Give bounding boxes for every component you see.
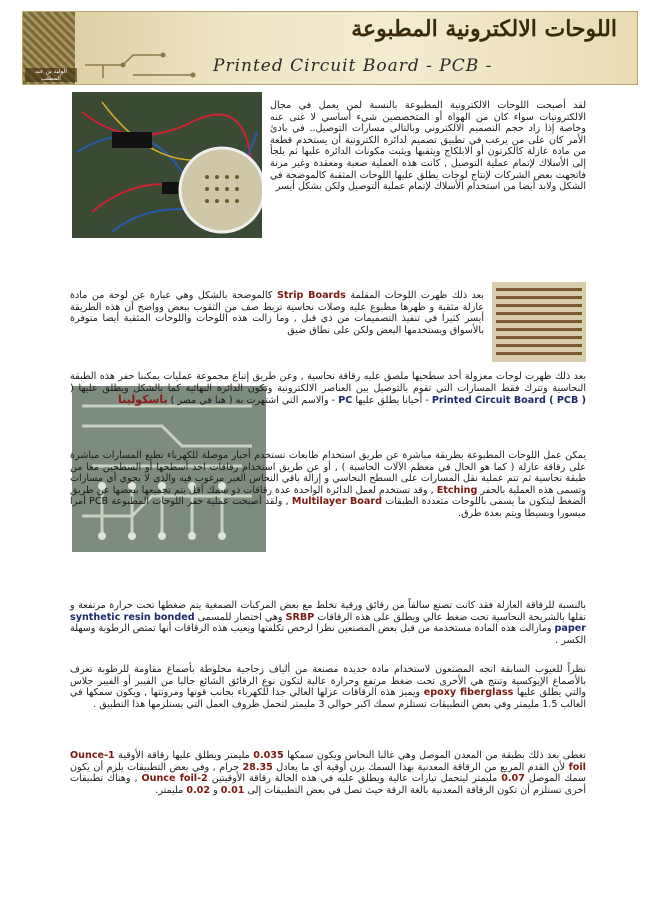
term-pcb: Printed Circuit Board ( PCB ) — [431, 395, 586, 407]
term-2-ounce: 2-Ounce foil — [141, 773, 208, 785]
value-grams: 28.35 — [242, 761, 273, 773]
term-multilayer: Multilayer Board — [291, 496, 382, 508]
value-thickness-4: 0.02 — [186, 784, 211, 796]
header-banner — [22, 11, 638, 85]
circuit-traces-decoration — [83, 50, 203, 80]
paragraph-7: تغطى بعد ذلك بطبقة من المعدن الموصل وهي غالبا النحاس ويكون سمكها 0.035 مليمتر ويطلق عليها رقاقة الأوقية 1-Ounce foil لأن القدم المربع من الرقاقة المعدنية بهذا السمك يزن أوقية أي ما يعادل 28.35 جرام , وفي بعض التطبيقات يلزم أن يكون سمك الموصل 0.07 مليمتر ليتحمل تيارات عالية ويطلق عليه في هذه الحالة رقاقة الأوقيتين 2-Ounce foil , وهناك تطبيقات أخرى تستلزم أن تكون الرقاقة المعدنية بالغة الرقة حيث تصل في بعض التطبيقات إلى 0.01 و 0.02 مليمتر. — [70, 750, 586, 796]
term-pc: PC — [338, 395, 353, 407]
page-title-arabic: اللوحات الالكترونية المطبوعة — [351, 16, 617, 42]
paragraph-5: بالنسبة للرقاقة العازلة فقد كانت تصنع سالفاً من رقائق ورقية تخلط مع بعض المركبات الصمغية يتم ضغطها تحت حرارة مرتفعة و تقلها بالشريحة النحاسية تحت ضغط عالي ويطلق على هذه الرقاقات SRBP وهي اختصار للمسمى synthetic resin bonded paper ومازالت هذه المادة مستخدمة من قبل بعض المصنعين نظرا لرخص تكلفتها ويعيب هذه الرقاقات أنها تمتص الرطوبة وسهلة الكسر . — [70, 600, 586, 646]
value-thickness-3: 0.01 — [220, 784, 245, 796]
paragraph-1: لقد أصبحت اللوحات الالكترونية المطبوعة بالنسبة لمن يعمل في مجال الالكترونيات سواء كان من الهواة أو المتخصصين شيء أساسي لا غنى عنه وخاصة إذا زاد حجم التصميم الالكتروني وبالتالي مسارات التوصيل.. في بادئ الأمر كان على من يرغب في تطبيق تصميم لدائرة الكترونية أن يستخدم قطعة من مادة عازلة كالكرتون أو الابلكاج ويثقبها ويثبت مكونات الدائرة عليها ثم يلجأ إلى الأسلاك لإتمام عملية التوصيل , كانت هذه العملية صعبة ومعقدة وغير مرنة فاتجهت بعض الشركات لإنتاج لوحات يطلق عليها اللوحات المثقبة كالموضحة في الشكل ولابد أيضا من استخدام الأسلاك لإتمام عملية التوصيل ولكن بشكل أيسر — [270, 100, 586, 193]
stripboard-photo — [492, 282, 586, 362]
term-epoxy-fiberglass: epoxy fiberglass — [423, 687, 514, 699]
term-srbp: SRBP — [285, 611, 315, 623]
paragraph-3: بعد ذلك ظهرت لوحات معزولة أحد سطحيها ملصق عليه رقاقة نحاسية , وعن طريق إتباع مجموعة عمليات يمكننا حفر هذه الطبقة النحاسية وتترك فقط المسارات التي تقوم بالتوصيل بين العناصر الالكترونية وتكون الدائرة النهائية كما بالشكل ويطلق عليها ( Printed Circuit Board ( PCB ) - أحيانا يطلق عليها PC - والاسم التي اشتهرت به ( هنا في مصر ) باسكولينا — [70, 371, 586, 407]
value-thickness-1: 0.035 — [253, 750, 284, 761]
term-synthetic-resin: synthetic resin bonded paper — [70, 611, 586, 635]
paragraph-4: يمكن عمل اللوحات المطبوعة بطريقة مباشرة عن طريق استخدام طابعات تستخدم أحبار موصلة للكهرباء تطبع المسارات مباشرة على رقاقة عازلة ( كما هو الحال في معظم الآلات الحاسبة ) , أو عن طريق استخدام رقاقات احد أسطحها أو السطحين معا من طبقة نحاسية ثم تتم عملية نقل المسارات على السطح النحاسي و إزالة باقي النحاس الغير مرغوب فيه والذي لا يحوي أي مسارات وتسمى هذه العملية بالحفر Etching , وقد تستخدم لعمل الدائرة الواحدة عدة رقاقات ذو سمك أقل يتم تجميعها ببعضها عن طريق الضغط ليتكون ما يسمى باللوحات متعددة الطبقات Multilayer Board , ولقد أصبحت عملية حفر اللوحات المطبوعة PCB أمرا ميسورا وبسيطا ويتم بعدة طرق. — [70, 450, 586, 519]
term-1-ounce: 1-Ounce foil — [70, 750, 586, 773]
perfboard-photo — [72, 92, 262, 238]
author-name: الوليد بن عبد المطلب — [25, 68, 77, 82]
page-title-english: Printed Circuit Board - PCB - — [213, 56, 493, 76]
term-etching: Etching — [436, 484, 478, 496]
value-thickness-2: 0.07 — [501, 773, 525, 785]
term-strip-boards: Strip Boards — [276, 290, 346, 301]
paragraph-6: نظراً للعيوب السابقة اتجه المصنعون لاستخدام مادة جديدة مصنعة من ألياف زجاجية مخلوطة بأصماغ مقاومة للرطوبة تعرف بالأصماغ الإيوكسية وتنتج هي الأخرى تحت ضغط مرتفع وحرارة عالية لتكون نوع الرقائق الشائع حاليا من الفيبر أو الفيبر جلاس والتي يطلق عليها epoxy fiberglass ويميز هذه الرقاقات عزلها العالي جدا للكهرباء بجانب قوتها ومرونتها , ويكون سمكها في الغالب 1.5 مليمتر وفي بعض التطبيقات تستلزم سمك اكبر حوالي 3 مليمتر لتحمل ظروف العمل التي يستلزمها هذا التطبيق . — [70, 664, 586, 710]
paragraph-2: بعد ذلك ظهرت اللوحات المقلمة Strip Boards كالموضحة بالشكل وهي عبارة عن لوحة من مادة عازلة مثقبة و ظهرها مطبوع عليه وصلات نحاسية تربط صف من الثقوب ببعض وواضح أن هذه الطريقة أيسر كثيرا في تنفيذ التصميمات من ذي قبل , وما زالت هذه اللوحات واللوحات المثقبة أيضا متوفرة بالأسواق ويستخدمها البعض ولكن على نطاق ضيق — [70, 290, 484, 336]
term-basculina: باسكولينا — [117, 393, 168, 407]
